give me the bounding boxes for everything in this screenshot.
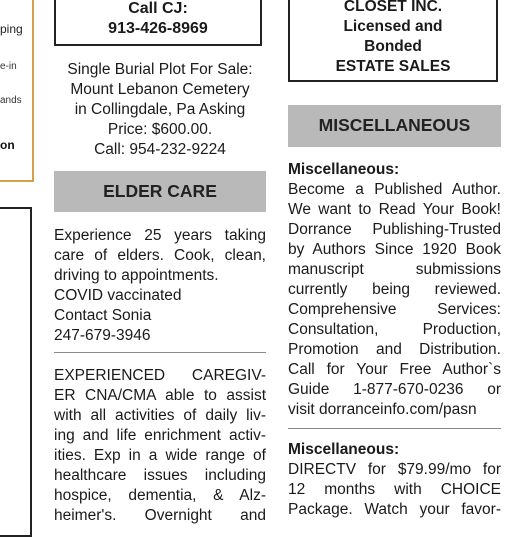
ad-line: COVID vaccinated <box>54 287 182 304</box>
ad-line: Single Burial Plot For Sale: <box>67 61 253 78</box>
ad-line: Promotion and Distribution. <box>288 341 501 358</box>
ad-phone: 913-426-8969 <box>108 20 208 37</box>
ad-line: driving to appointments. <box>54 267 219 284</box>
elder-care-header: ELDER CARE <box>54 171 266 212</box>
ad-line: Comprehensive Services: <box>288 301 501 318</box>
burial-plot-ad <box>54 60 266 160</box>
ad-line: Guide 1-877-670-0236 or <box>288 381 501 398</box>
ad-title: Miscellaneous: <box>288 161 400 178</box>
left-ad-fragment: on <box>0 138 15 152</box>
ad-line: Call for Your Free Author`s <box>288 361 501 378</box>
ad-line: Price: $600.00. <box>107 121 213 138</box>
ad-line: Call: 954-232-9224 <box>94 141 226 158</box>
ad-line: Licensed and <box>343 18 443 35</box>
ad-divider <box>288 428 501 429</box>
ad-line: Become a Published Author. <box>288 181 501 198</box>
ad-line: ER CNA/CMA able to assist <box>54 387 266 404</box>
estate-sales-ad <box>288 0 498 82</box>
ad-line: Mount Lebanon Cemetery <box>70 81 250 98</box>
ad-line: EXPERIENCED CAREGIV- <box>54 367 266 384</box>
left-ad-fragment: ands <box>0 95 22 106</box>
ad-line: in Collingdale, Pa Asking <box>74 101 246 118</box>
left-ad-fragment: ping <box>0 22 23 36</box>
ad-line: heimer's. Overnight and <box>54 507 266 524</box>
left-ad-fragment: e-in <box>0 61 17 72</box>
left-ad-box-lower <box>0 207 32 537</box>
ad-line: CLOSET INC. <box>343 0 443 15</box>
caregiver-ad <box>54 366 266 526</box>
miscellaneous-header: MISCELLANEOUS <box>288 105 501 147</box>
ad-line: DIRECTV for $79.99/mo for <box>288 461 501 478</box>
ad-line: Dorrance Publishing-Trusted <box>288 221 501 238</box>
ad-line: Bonded <box>364 38 422 55</box>
ad-line: 247-679-3946 <box>54 327 151 344</box>
ad-line: ESTATE SALES <box>335 58 451 75</box>
ad-line: currently being reviewed. <box>288 281 501 298</box>
ad-line: healthcare issues including <box>54 467 266 484</box>
ad-divider <box>54 352 266 353</box>
ad-line: ing and life enrichment activ- <box>54 427 266 444</box>
ad-line: ities. Exp in a wide range of <box>54 447 266 464</box>
ad-line: Experience 25 years taking <box>54 227 266 244</box>
ad-line: Call CJ: <box>128 0 188 17</box>
publishing-ad <box>288 160 501 420</box>
ad-line: by Authors Since 1920 Book <box>288 241 501 258</box>
ad-line: manuscript submissions <box>288 261 501 278</box>
ad-line: Contact Sonia <box>54 307 152 324</box>
elder-care-ad <box>54 226 266 346</box>
ad-line: hospice, dementia, & Alz- <box>54 487 266 504</box>
directv-ad <box>288 440 501 520</box>
ad-line: visit dorranceinfo.com/pasn <box>288 401 477 418</box>
ad-line: care of elders. Cook, clean, <box>54 247 266 264</box>
call-cj-ad <box>54 0 262 46</box>
ad-line: Package. Watch your favor- <box>288 501 501 518</box>
ad-line: with all activities of daily liv- <box>54 407 266 424</box>
ad-title: Miscellaneous: <box>288 441 400 458</box>
ad-line: We want to Read Your Book! <box>288 201 501 218</box>
ad-line: Consultation, Production, <box>288 321 501 338</box>
ad-line: 12 months with CHOICE <box>288 481 501 498</box>
